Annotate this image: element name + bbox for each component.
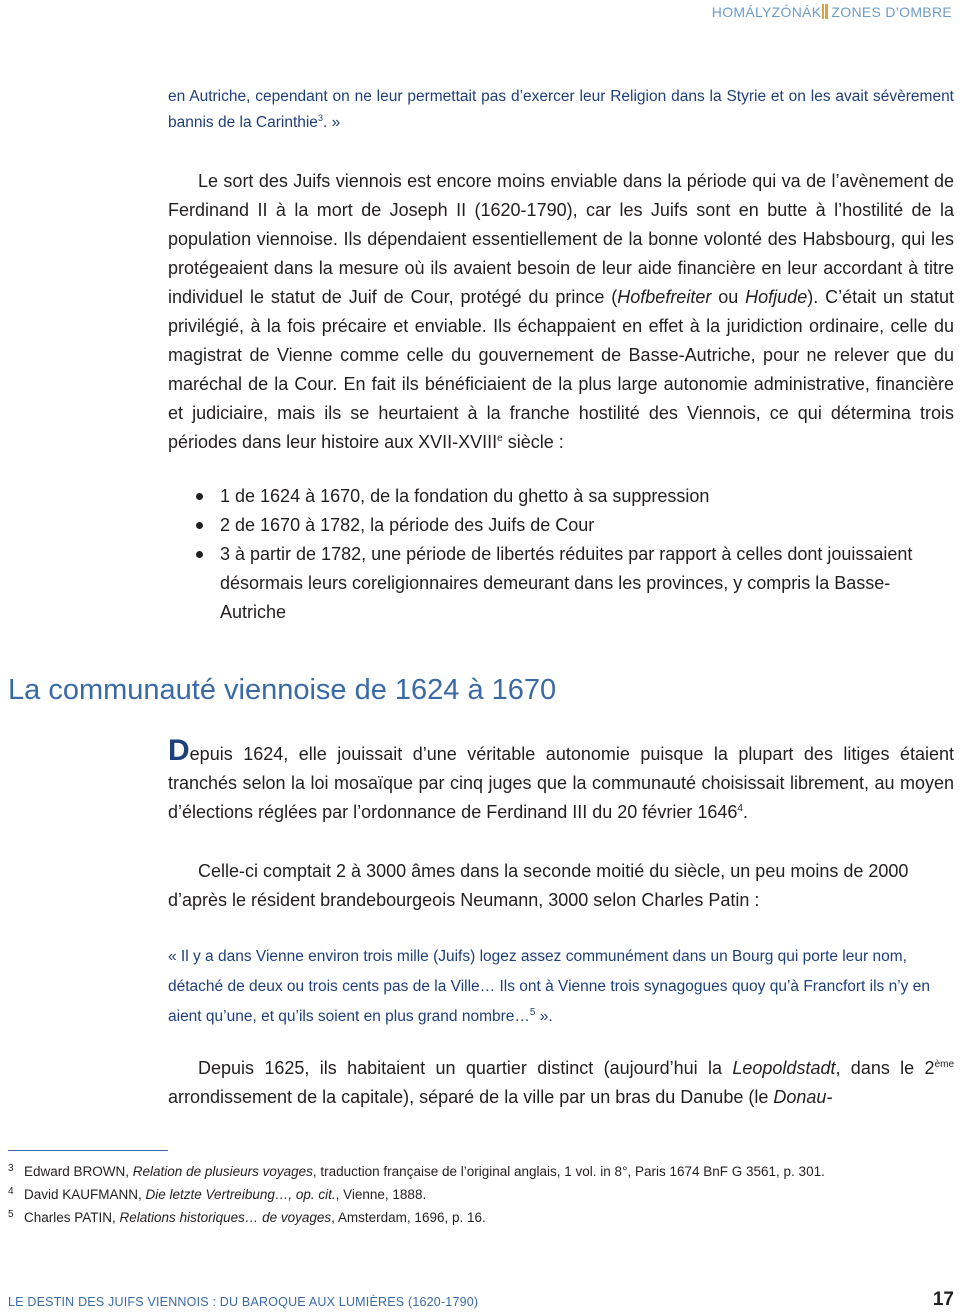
drop-cap: D (168, 734, 190, 767)
paragraph-depuis-1625: Depuis 1625, ils habitaient un quartier distinct (aujourd’hui la Leopoldstadt, dans le 2ème arrondissement de la capitale), séparé de la ville par un bras du Danube (le Donau- (168, 1058, 955, 1107)
footnote-divider (8, 1150, 168, 1151)
paragraph-celle-ci: Celle-ci comptait 2 à 3000 âmes dans la seconde moitié du siècle, un peu moins de 2000 d’après le résident brandebourgeois Neumann, 3000 selon Charles Patin : (168, 861, 909, 910)
block-quote: « Il y a dans Vienne environ trois mille (Juifs) logez assez communément dans un Bourg qui porte leur nom, détaché de deux ou trois cents pas de la Ville… Ils ont à Vienne trois synagogues quoy qu’à Francfort ils n’y en aient qu’une, et qu’ils soient en plus grand nombre…$^5$ ». (168, 948, 930, 1025)
paragraph-depuis-1624: Depuis 1624, elle jouissait d’une véritable autonomie puisque la plupart des litiges étaient tranchés selon la loi mosaïque par cinq juges que la communauté choisissait librement, au moyen d’élections réglées par l’ordonnance de Ferdinand III du 20 février 1646$^4$. (168, 734, 954, 822)
section-title: La communauté viennoise de 1624 à 1670 (8, 674, 557, 706)
header-hungarian: HOMÁLYZÓNÁK (711, 4, 822, 20)
footnote-5: 5 Charles PATIN, Relations historiques… de voyages, Amsterdam, 1696, p. 16. (8, 1209, 486, 1225)
footnote-4: 4 David KAUFMANN, Die letzte Vertreibung…, op. cit., Vienne, 1888. (8, 1186, 427, 1202)
footnote-ref-4: 4 (737, 803, 743, 814)
page-number: 17 (932, 1289, 954, 1310)
list-item: 3 à partir de 1782, une période de libertés réduites par rapport à celles dont jouissaient désormais leurs coreligionnaires demeurant dans les provinces, y compris la Basse-Autriche (194, 540, 954, 627)
footnotes (8, 1160, 948, 1229)
running-header (712, 4, 952, 20)
footnote-ref-3: 3 (317, 112, 323, 123)
period-list (194, 482, 954, 627)
paragraph-quote-end: en Autriche, cependant on ne leur permettait pas d’exercer leur Religion dans la Styrie et on les avait sévèrement bannis de la Carinthie$^3$. » (168, 88, 954, 131)
list-item: 1 de 1624 à 1670, de la fondation du ghetto à sa suppression (194, 482, 954, 511)
running-footer-title: LE DESTIN DES JUIFS VIENNOIS : DU BAROQUE AUX LUMIÈRES (1620-1790) (8, 1295, 479, 1309)
header-french: ZONES D’OMBRE (831, 4, 952, 20)
footnote-ref-5: 5 (529, 1006, 536, 1018)
header-separator (824, 4, 828, 19)
footnote-3: 3 Edward BROWN, Relation de plusieurs voyages, traduction française de l’original anglais, 1 vol. in 8°, Paris 1674 BnF G 3561, p. 301. (8, 1163, 825, 1179)
paragraph-sort-des-juifs: Le sort des Juifs viennois est encore moins enviable dans la période qui va de l’avènement de Ferdinand II à la mort de Joseph II (1620-1790), car les Juifs sont en butte à l’hostilité de la population viennoise. Ils dépendaient essentiellement de la bonne volonté des Habsbourg, qui les protégeaient dans la mesure où ils avaient besoin de leur aide financière en leur accordant à titre individuel le statut de Juif de Cour, protégé du prince (Hofbefreiter ou Hofjude). C’était un statut privilégié, à la fois précaire et enviable. Ils échappaient en effet à la juridiction ordinaire, celle du magistrat de Vienne comme celle du gouvernement de Basse-Autriche, pour ne relever que du maréchal de la Cour. En fait ils bénéficiaient de la plus large autonomie administrative, financière et judiciaire, mais ils se heurtaient à la franche hostilité des Viennois, ce qui détermina trois périodes dans leur histoire aux XVII-XVIIIe siècle : (168, 171, 954, 452)
list-item: 2 de 1670 à 1782, la période des Juifs de Cour (194, 511, 954, 540)
